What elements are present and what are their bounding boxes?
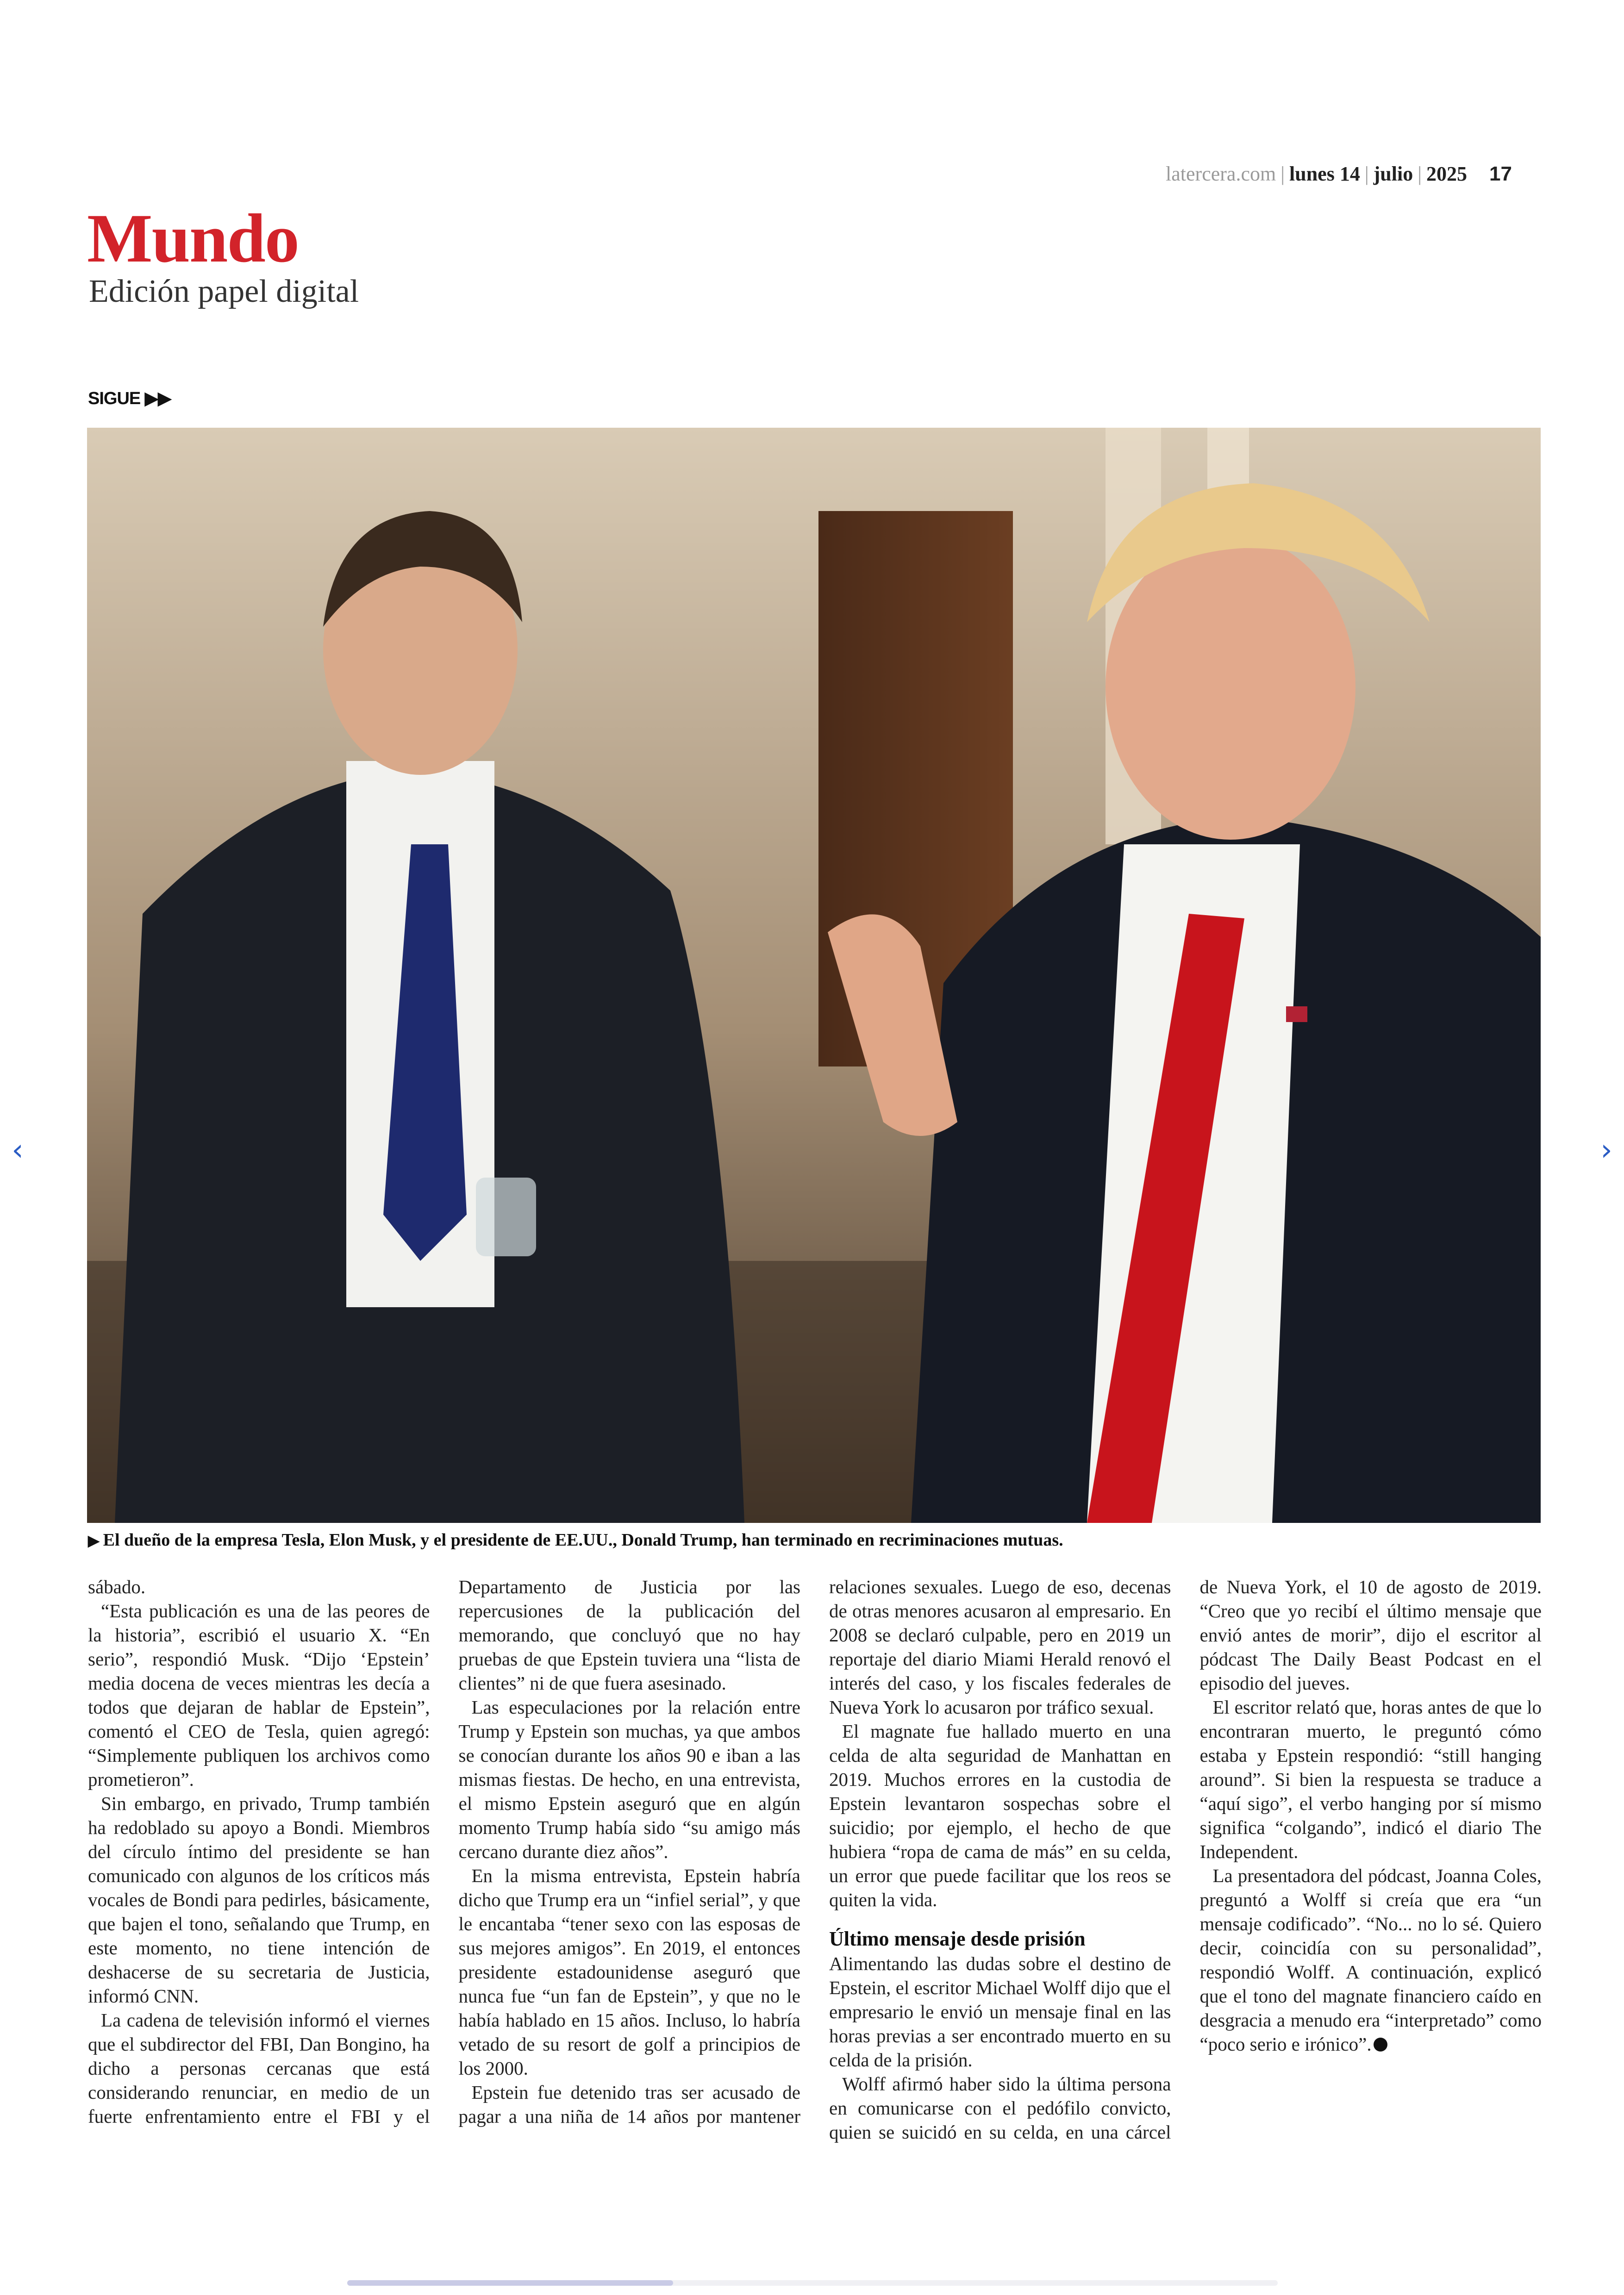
header-separator: | [1364, 162, 1369, 185]
article-paragraph: Epstein fue detenido tras ser acusado de pagar a una niña de 14 años por mantener relaciones sexuales. Luego de eso, decenas de otras menores acusaron al empresario. En 2008 se declaró culpable, pero en 2019 un reportaje del diario Miami Herald renovó el interés del caso, y los fiscales federales de Nueva York lo acusaron por tráfico sexual. [458, 1576, 1171, 2127]
article-photo [87, 428, 1541, 1523]
article-paragraph-last [1200, 1864, 1542, 2056]
article-paragraph: Wolff afirmó haber sido la última persona en comunicarse con el pedófilo convicto, quien se suicidó en su celda, en una cárcel de Nueva York, el 10 de agosto de 2019. “Creo que yo recibí el último mensaje que envió antes de morir”, dijo el escritor al pódcast The Daily Beast Podcast en el episodio del jueves. [829, 1576, 1542, 2143]
article-body [88, 1575, 1542, 2149]
reading-progress-bar[interactable] [347, 2280, 1278, 2286]
caption-triangle-icon: ▶ [88, 1532, 100, 1549]
article-paragraph: “Esta publicación es una de las peores de la historia”, escribió el usuario X. “En serio”, respondió Musk. “Dijo ‘Epstein’ media docena de veces mientras les decía a todos que dejaran de hablar de Epstein”, comentó el CEO de Tesla, quien agregó: “Simplemente publiquen los archivos como prometieron”. [88, 1600, 430, 1790]
page-header [1166, 162, 1512, 186]
header-month: julio [1373, 162, 1413, 185]
article-paragraph: El magnate fue hallado muerto en una celda de alta seguridad de Manhattan en 2019. Muchos errores en la custodia de Epstein levantaron sospechas sobre el suicidio; por ejemplo, el hecho de que hubiera “ropa de cama de más” en su celda, un error que puede facilitar que los reos se quiten la vida. [829, 1721, 1171, 1910]
page-number: 17 [1489, 162, 1512, 185]
article-paragraph: sábado. [88, 1576, 146, 1597]
section-title: Mundo [87, 200, 299, 277]
photo-caption [88, 1530, 1542, 1550]
header-separator: | [1280, 162, 1285, 185]
article-paragraph: La cadena de televisión informó el viernes que el subdirector del FBI, Dan Bongino, ha dicho a personas cercanas que está considerando renunciar, en medio de un fuerte enfrentamiento entre el FBI y el Departamento de Justicia por las repercusiones de la publicación del memorando, que concluyó que no hay pruebas de que Epstein tuviera una “lista de clientes” ni de que fuera asesinado. [88, 1576, 800, 2127]
site-name: latercera.com [1166, 162, 1276, 185]
article-paragraph: Las especulaciones por la relación entre Trump y Epstein son muchas, ya que ambos se conocían durante los años 90 e iban a las mismas fiestas. De hecho, en una entrevista, el mismo Epstein aseguró que en algún momento Trump había sido “su amigo más cercano durante diez años”. [458, 1696, 800, 1862]
reading-progress-fill [347, 2280, 673, 2286]
continue-label: SIGUE ▶▶ [88, 389, 171, 408]
article-paragraph-text: La presentadora del pódcast, Joanna Coles, preguntó a Wolff si creía que era “un mensaje codificado”. “No... no lo sé. Quiero decir, coincidía con su personalidad”, respondió Wolff. A continuación, explicó que el tono del magnate financiero caído en desgracia a menudo era “interpretado” como “poco serio e irónico”. [1199, 1865, 1542, 2055]
end-mark-icon [1374, 2038, 1387, 2052]
caption-text: El dueño de la empresa Tesla, Elon Musk, y el presidente de EE.UU., Donald Trump, han terminado en recriminaciones mutuas. [103, 1530, 1063, 1550]
header-year: 2025 [1426, 162, 1468, 185]
article-subhead: Último mensaje desde prisión [829, 1927, 1086, 1950]
article-paragraph: Sin embargo, en privado, Trump también ha redoblado su apoyo a Bondi. Miembros del círculo íntimo del presidente se han comunicado con algunos de los críticos más vocales de Bondi para pedirles, básicamente, que bajen el tono, señalando que Trump, en este momento, no tiene intención de deshacerse de su secretaria de Justicia, informó CNN. [88, 1793, 430, 2007]
article-paragraph: El escritor relató que, horas antes de que lo encontraran muerto, le preguntó cómo estaba y Epstein respondió: “still hanging around”. Si bien la respuesta se traduce a “aquí sigo”, el verbo hanging por sí mismo significa “colgando”, indicó el diario The Independent. [1199, 1696, 1542, 1862]
article-paragraph: En la misma entrevista, Epstein habría dicho que Trump era un “infiel serial”, y que le encantaba “tener sexo con las esposas de sus mejores amigos”. En 2019, el entonces presidente estadounidense aseguró que nunca fue “un fan de Epstein”, y que no le había hablado en 15 años. Incluso, lo habría vetado de su resort de golf a principios de los 2000. [458, 1865, 800, 2079]
article-paragraph: Alimentando las dudas sobre el destino de Epstein, el escritor Michael Wolff dijo que el empresario le envió un mensaje final en las horas previas a ser encontrado muerto en su celda de la prisión. [829, 1953, 1171, 2070]
previous-page-button[interactable]: ‹ [12, 1133, 24, 1167]
header-day: lunes 14 [1289, 162, 1360, 185]
photo-illustration [87, 428, 1541, 1523]
section-subtitle: Edición papel digital [89, 274, 359, 309]
header-separator: | [1418, 162, 1422, 185]
next-page-button[interactable]: › [1600, 1133, 1612, 1167]
